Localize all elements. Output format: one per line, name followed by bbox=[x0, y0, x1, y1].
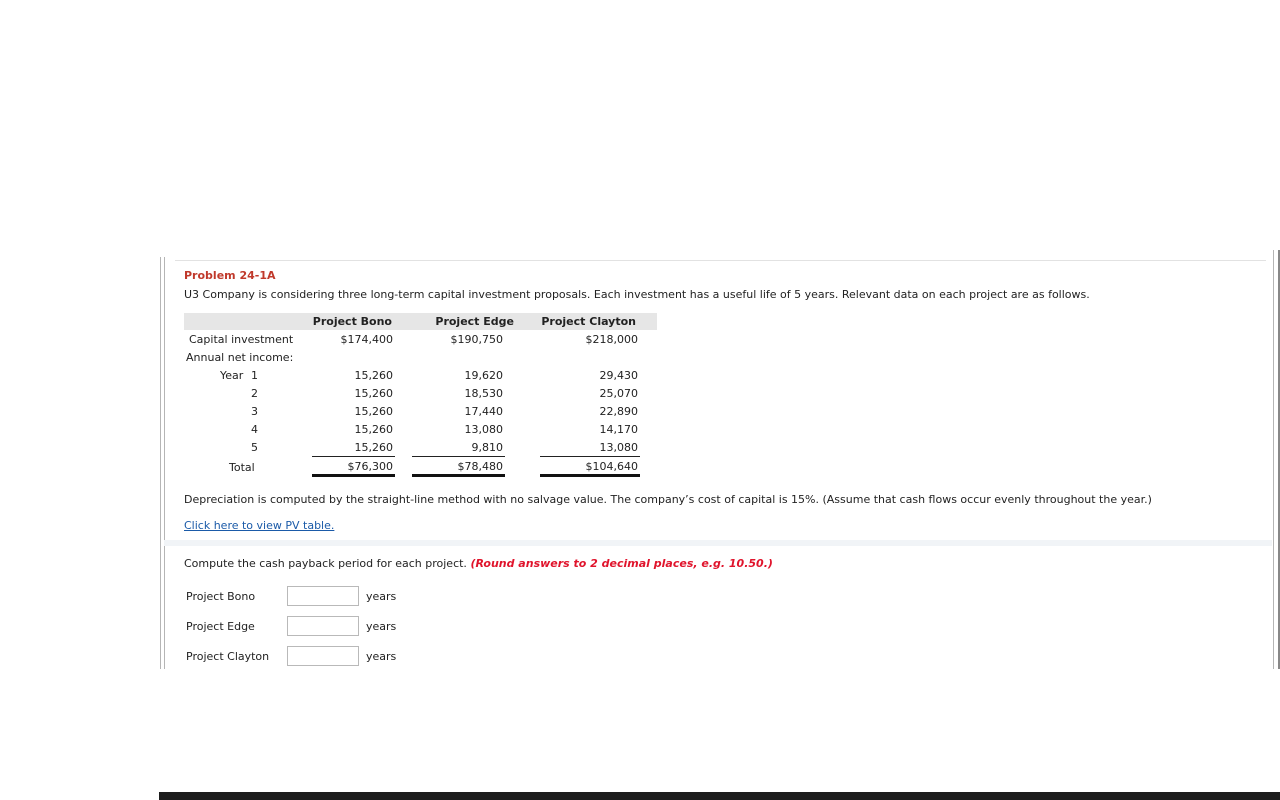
question-text bbox=[184, 557, 773, 570]
year-3-label: 3 bbox=[251, 405, 258, 418]
depreciation-text: Depreciation is computed by the straight-line method with no salvage value. The company’s cost of capital is 15%. (Assume that cash flows occur evenly throughout the year.) bbox=[184, 493, 1152, 506]
year-3-edge: 17,440 bbox=[464, 405, 503, 418]
capital-clayton: $218,000 bbox=[585, 333, 638, 346]
year-4-clayton: 14,170 bbox=[599, 423, 638, 436]
double-underline-bono bbox=[312, 474, 395, 477]
payback-input-bono[interactable] bbox=[287, 586, 359, 606]
problem-intro: U3 Company is considering three long-term capital investment proposals. Each investment has a useful life of 5 years. Relevant data on each project are as follows. bbox=[184, 288, 1090, 301]
problem-title: Problem 24-1A bbox=[184, 269, 276, 282]
underline-bono bbox=[312, 456, 395, 457]
total-clayton: $104,640 bbox=[585, 460, 638, 473]
pv-table-link[interactable]: Click here to view PV table. bbox=[184, 519, 335, 532]
frame-left-border bbox=[160, 257, 165, 669]
row-label-year-word: Year bbox=[220, 369, 244, 382]
year-2-clayton: 25,070 bbox=[599, 387, 638, 400]
year-1-clayton: 29,430 bbox=[599, 369, 638, 382]
double-underline-edge bbox=[412, 474, 505, 477]
answer-unit-clayton: years bbox=[366, 650, 397, 663]
payback-input-edge[interactable] bbox=[287, 616, 359, 636]
capital-edge: $190,750 bbox=[450, 333, 503, 346]
year-5-bono: 15,260 bbox=[354, 441, 393, 454]
answer-unit-edge: years bbox=[366, 620, 397, 633]
year-5-edge: 9,810 bbox=[471, 441, 503, 454]
answer-label-bono: Project Bono bbox=[186, 590, 256, 603]
capital-bono: $174,400 bbox=[340, 333, 393, 346]
total-edge: $78,480 bbox=[457, 460, 503, 473]
col-header-bono: Project Bono bbox=[312, 315, 392, 328]
frame-right-border bbox=[1273, 250, 1280, 669]
year-4-label: 4 bbox=[251, 423, 258, 436]
year-5-clayton: 13,080 bbox=[599, 441, 638, 454]
underline-clayton bbox=[540, 456, 640, 457]
answer-unit-bono: years bbox=[366, 590, 397, 603]
total-bono: $76,300 bbox=[347, 460, 393, 473]
year-1-edge: 19,620 bbox=[464, 369, 503, 382]
col-header-edge: Project Edge bbox=[435, 315, 514, 328]
row-label-income: Annual net income: bbox=[186, 351, 294, 364]
answer-label-edge: Project Edge bbox=[186, 620, 255, 633]
year-4-bono: 15,260 bbox=[354, 423, 393, 436]
underline-edge bbox=[412, 456, 505, 457]
bottom-taskbar bbox=[159, 792, 1280, 800]
year-3-clayton: 22,890 bbox=[599, 405, 638, 418]
year-1-bono: 15,260 bbox=[354, 369, 393, 382]
row-label-capital: Capital investment bbox=[189, 333, 294, 346]
question-prompt: Compute the cash payback period for each project. bbox=[184, 557, 467, 570]
col-header-clayton: Project Clayton bbox=[541, 315, 636, 328]
year-2-label: 2 bbox=[251, 387, 258, 400]
double-underline-clayton bbox=[540, 474, 640, 477]
year-1-label: 1 bbox=[251, 369, 258, 382]
year-2-edge: 18,530 bbox=[464, 387, 503, 400]
payback-input-clayton[interactable] bbox=[287, 646, 359, 666]
year-4-edge: 13,080 bbox=[464, 423, 503, 436]
year-3-bono: 15,260 bbox=[354, 405, 393, 418]
rounding-hint: (Round answers to 2 decimal places, e.g. 10.50.) bbox=[470, 557, 773, 570]
row-label-total: Total bbox=[229, 461, 255, 474]
answer-label-clayton: Project Clayton bbox=[186, 650, 270, 663]
year-2-bono: 15,260 bbox=[354, 387, 393, 400]
year-5-label: 5 bbox=[251, 441, 258, 454]
